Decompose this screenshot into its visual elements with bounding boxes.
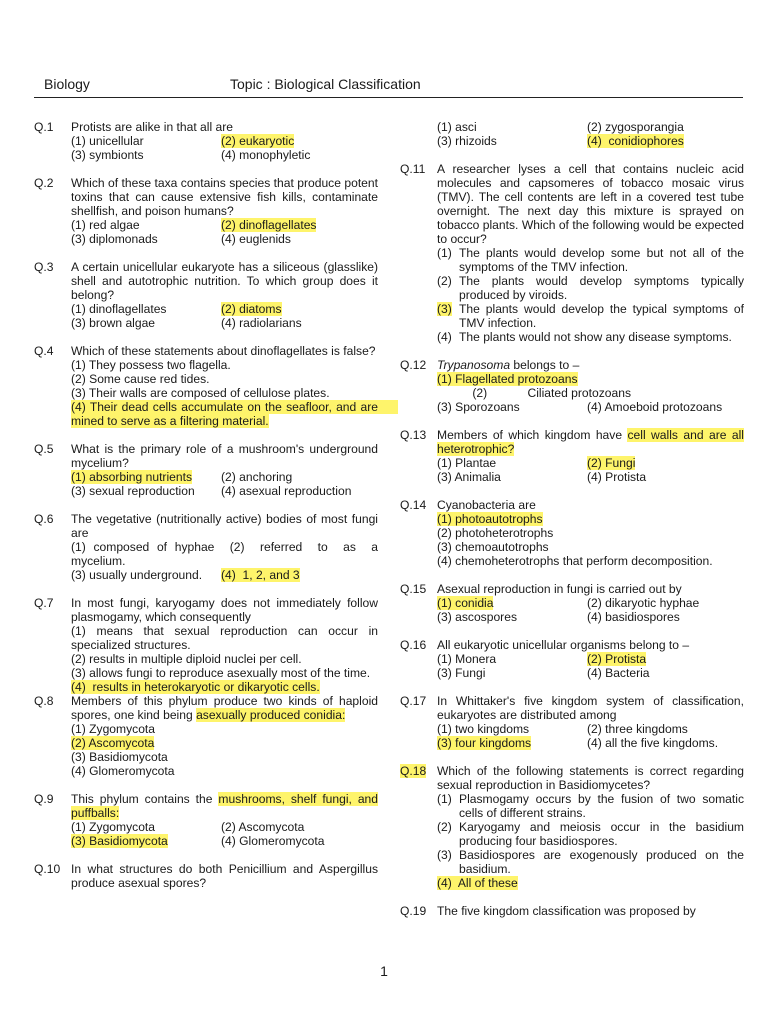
question-number: Q.13 — [400, 428, 427, 442]
options — [437, 372, 744, 414]
option-1: (1) two kingdoms — [437, 722, 530, 736]
question-16 — [400, 638, 744, 680]
options — [437, 120, 744, 148]
subject-label: Biology — [44, 76, 90, 92]
option-3: (3) ascospores — [437, 610, 517, 624]
option-2: (2) Ascomycota — [71, 736, 155, 750]
question-number: Q.19 — [400, 904, 427, 918]
question-stem: All eukaryotic unicellular organisms belong to – — [437, 638, 690, 652]
option-1: (1) conidia — [437, 596, 494, 610]
option-3: (3) diplomonads — [71, 232, 158, 246]
page-header — [44, 76, 724, 96]
option-4: (4) The plants would not show any disease symptoms. — [437, 330, 732, 344]
question-stem: Which of these statements about dinoflagellates is false? — [71, 344, 376, 358]
question-stem: The vegetative (nutritionally active) bodies of most fungi are — [71, 512, 378, 540]
option-1: (1) unicellular — [71, 134, 144, 148]
option-3: (3) sexual reproduction — [71, 484, 195, 498]
option-2: (2) dikaryotic hyphae — [587, 596, 700, 610]
question-stem: In most fungi, karyogamy does not immediately follow plasmogamy, which consequently — [71, 596, 378, 624]
option-4: (4) Glomeromycota — [221, 834, 325, 848]
option-4: (4) Their dead cells accumulate on the seafloor, and are mined to serve as a filtering material. — [71, 400, 399, 428]
option-4: (4) radiolarians — [221, 316, 302, 330]
options — [437, 456, 744, 484]
option-1: (1) means that sexual reproduction can occur in specialized structures. — [71, 624, 378, 652]
option-3: (3) chemoautotrophs — [437, 540, 549, 554]
page-number: 1 — [380, 963, 388, 979]
option-2: (2) photoheterotrophs — [437, 526, 554, 540]
option-2: (2) zygosporangia — [587, 120, 684, 134]
options — [437, 652, 744, 680]
option-3: (3) The plants would develop the typical symptoms of TMV infection. — [437, 302, 744, 330]
question-stem: Protists are alike in that all are — [71, 120, 233, 134]
question-stem: A researcher lyses a cell that contains nucleic acid molecules and capsomeres of tobacco mosaic virus (TMV). The cell contents are left in a covered test tube overnight. The next day this mixture is sprayed on tobacco plants. Which of the following would be expected to occur? — [437, 162, 744, 246]
question-number: Q.4 — [34, 344, 54, 358]
question-number: Q.2 — [34, 176, 54, 190]
option-2: (2) Karyogamy and meiosis occur in the basidium producing four basidiospores. — [437, 820, 744, 848]
question-number: Q.9 — [34, 792, 54, 806]
question-15 — [400, 582, 744, 624]
question-stem: In what structures do both Penicillium and Aspergillus produce asexual spores? — [71, 862, 378, 890]
options — [71, 470, 378, 498]
question-8 — [34, 694, 378, 778]
options — [437, 596, 744, 624]
options — [71, 302, 378, 330]
option-4: (4) Protista — [587, 470, 647, 484]
right-column — [400, 120, 744, 918]
option-1: (1) Plasmogamy occurs by the fusion of two somatic cells of different strains. — [437, 792, 744, 820]
option-3: (3) Their walls are composed of cellulose plates. — [71, 386, 330, 400]
question-stem: The five kingdom classification was proposed by — [437, 904, 696, 918]
question-17 — [400, 694, 744, 750]
question-2 — [34, 176, 378, 246]
question-number: Q.1 — [34, 120, 54, 134]
question-stem: Asexual reproduction in fungi is carried out by — [437, 582, 682, 596]
option-3: (3) Fungi — [437, 666, 486, 680]
question-9 — [34, 792, 378, 848]
question-10 — [34, 862, 378, 890]
option-2: (2) Some cause red tides. — [71, 372, 210, 386]
option-1: (1) They possess two flagella. — [71, 358, 231, 372]
question-number: Q.6 — [34, 512, 54, 526]
question-6 — [34, 512, 382, 582]
question-number: Q.3 — [34, 260, 54, 274]
option-2: (2) Ciliated protozoans — [472, 386, 631, 400]
option-4: (4) chemoheterotrophs that perform decomposition. — [437, 554, 713, 568]
option-3: (3) usually underground. — [71, 568, 203, 582]
option-3: (3) allows fungi to reproduce asexually most of the time. — [71, 666, 371, 680]
option-4: (4) 1, 2, and 3 — [221, 568, 300, 582]
question-number: Q.10 — [34, 862, 61, 876]
option-4: (4) results in heterokaryotic or dikaryotic cells. — [71, 680, 320, 694]
option-4: (4) euglenids — [221, 232, 291, 246]
options — [437, 722, 744, 750]
option-3: (3) Sporozoans — [437, 400, 520, 414]
option-3: (3) Basidiomycota — [71, 750, 168, 764]
question-stem: A certain unicellular eukaryote has a siliceous (glasslike) shell and autotrophic nutrition. To which group does it belong? — [71, 260, 378, 302]
option-1: (1) Flagellated protozoans — [437, 372, 578, 386]
question-3 — [34, 260, 378, 330]
option-3: (3) rhizoids — [437, 134, 497, 148]
option-3: (3) symbionts — [71, 148, 144, 162]
option-2: (2) Fungi — [587, 456, 636, 470]
question-number: Q.16 — [400, 638, 427, 652]
option-2: (2) diatoms — [221, 302, 282, 316]
option-2: (2) Ascomycota — [221, 820, 305, 834]
option-2: (2) eukaryotic — [221, 134, 295, 148]
question-number: Q.8 — [34, 694, 54, 708]
question-7 — [34, 596, 378, 694]
question-number: Q.17 — [400, 694, 427, 708]
header-rule — [34, 97, 743, 98]
option-1: (1) composed of hyphae (2) referred to as a mycelium. — [71, 540, 382, 568]
option-3: (3) four kingdoms — [437, 736, 532, 750]
option-3: (3) Basidiomycota — [71, 834, 168, 848]
topic-label: Topic : Biological Classification — [230, 76, 421, 92]
option-1: (1) Zygomycota — [71, 820, 156, 834]
option-1: (1) photoautotrophs — [437, 512, 543, 526]
options — [71, 218, 378, 246]
option-1: (1) The plants would develop some but not all of the symptoms of the TMV infection. — [437, 246, 744, 274]
question-stem: Which of the following statements is correct regarding sexual reproduction in Basidiomycetes? — [437, 764, 744, 792]
question-10-options — [400, 120, 744, 148]
option-1: (1) red algae — [71, 218, 140, 232]
option-4: (4) Bacteria — [587, 666, 650, 680]
option-1: (1) dinoflagellates — [71, 302, 167, 316]
question-stem: What is the primary role of a mushroom's underground mycelium? — [71, 442, 378, 470]
options — [71, 820, 378, 848]
option-4: (4) Glomeromycota — [71, 764, 175, 778]
option-2: (2) anchoring — [221, 470, 293, 484]
left-column — [34, 120, 399, 890]
question-stem: Members of this phylum produce two kinds of haploid spores, one kind being asexually produced conidia: — [71, 694, 378, 722]
question-stem: Which of these taxa contains species that produce potent toxins that can cause extensive fish kills, contaminate shellfish, and poison humans? — [71, 176, 378, 218]
option-2: (2) dinoflagellates — [221, 218, 317, 232]
question-stem: Members of which kingdom have cell walls and are all heterotrophic? — [437, 428, 744, 456]
question-stem: Trypanosoma belongs to – — [437, 358, 580, 372]
question-18 — [400, 764, 744, 890]
option-2: (2) results in multiple diploid nuclei per cell. — [71, 652, 302, 666]
question-11 — [400, 162, 744, 344]
option-4: (4) basidiospores — [587, 610, 680, 624]
question-stem: Cyanobacteria are — [437, 498, 536, 512]
question-number: Q.14 — [400, 498, 427, 512]
option-1: (1) Monera — [437, 652, 497, 666]
question-stem: This phylum contains the mushrooms, shelf fungi, and puffballs: — [71, 792, 378, 820]
option-2: (2) The plants would develop symptoms typically produced by viroids. — [437, 274, 744, 302]
question-number: Q.18 — [400, 764, 427, 778]
option-3: (3) Animalia — [437, 470, 501, 484]
question-4 — [34, 344, 399, 428]
option-3: (3) Basidiospores are exogenously produced on the basidium. — [437, 848, 744, 876]
option-1: (1) absorbing nutrients — [71, 470, 193, 484]
question-13 — [400, 428, 744, 484]
question-number: Q.7 — [34, 596, 54, 610]
option-1: (1) asci — [437, 120, 477, 134]
question-stem: In Whittaker's five kingdom system of classification, eukaryotes are distributed among — [437, 694, 744, 722]
option-4: (4) conidiophores — [587, 134, 684, 148]
question-19 — [400, 904, 744, 918]
options — [71, 568, 378, 582]
question-5 — [34, 442, 378, 498]
option-4: (4) monophyletic — [221, 148, 311, 162]
question-number: Q.5 — [34, 442, 54, 456]
option-2: (2) three kingdoms — [587, 722, 688, 736]
option-4: (4) asexual reproduction — [221, 484, 352, 498]
question-number: Q.12 — [400, 358, 427, 372]
question-14 — [400, 498, 744, 568]
option-3: (3) brown algae — [71, 316, 156, 330]
option-2: (2) Protista — [587, 652, 647, 666]
question-1 — [34, 120, 378, 162]
option-4: (4) Amoeboid protozoans — [587, 400, 723, 414]
question-number: Q.11 — [400, 162, 426, 176]
question-12 — [400, 358, 744, 414]
option-4: (4) All of these — [437, 876, 518, 890]
option-4: (4) all the five kingdoms. — [587, 736, 719, 750]
options — [71, 134, 378, 162]
option-1: (1) Plantae — [437, 456, 497, 470]
option-1: (1) Zygomycota — [71, 722, 156, 736]
question-number: Q.15 — [400, 582, 427, 596]
